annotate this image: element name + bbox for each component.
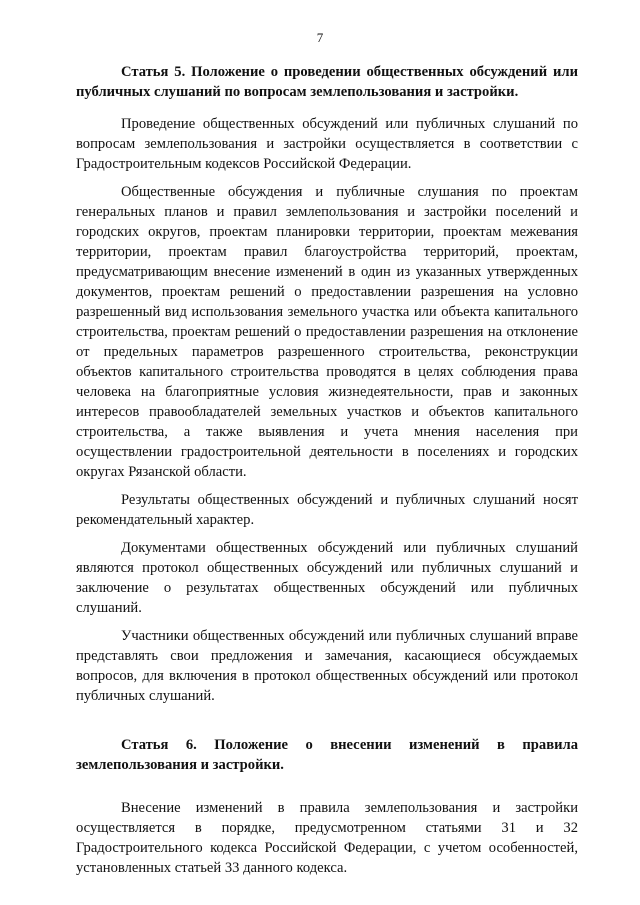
article-5-heading: Статья 5. Положение о проведении общественных обсуждений или публичных слушаний по вопросам землепользования и застройки.: [76, 64, 578, 100]
article-5-paragraph-5: Участники общественных обсуждений или публичных слушаний вправе представлять свои предложения и замечания, касающиеся обсуждаемых вопросов, для включения в протокол общественных обсуждений или протокол публичных слушаний.: [76, 628, 578, 704]
page-number: 7: [316, 30, 324, 45]
article-5-paragraph-1: Проведение общественных обсуждений или публичных слушаний по вопросам землепользования и застройки осуществляется в соответствии с Градостроительным кодексов Российской Федерации.: [76, 116, 578, 172]
article-5-paragraph-2: Общественные обсуждения и публичные слушания по проектам генеральных планов и правил землепользования и застройки поселений и городских округов, проектам планировки территории, проектам межевания территории, проектам правил благоустройства территорий, проектам, предусматривающим внесение изменений в один из указанных утвержденных документов, проектам решений о предоставлении разрешения на условно разрешенный вид использования земельного участка или объекта капитального строительства, проектам решений о предоставлении разрешения на отклонение от предельных параметров разрешенного строительства, реконструкции объектов капитального строительства проводятся в целях соблюдения права человека на благоприятные условия жизнедеятельности, прав и законных интересов правообладателей земельных участков и объектов капитального строительства, а также выявления и учета мнения населения при осуществлении градостроительной деятельности в поселениях и городских округах Рязанской области.: [76, 184, 578, 480]
article-5-paragraph-4: Документами общественных обсуждений или публичных слушаний являются протокол общественных обсуждений или публичных слушаний и заключение о результатах общественных обсуждений или публичных слушаний.: [76, 540, 578, 616]
article-5-paragraph-3: Результаты общественных обсуждений и публичных слушаний носят рекомендательный характер.: [76, 492, 578, 528]
article-6-heading: Статья 6. Положение о внесении изменений в правила землепользования и застройки.: [76, 737, 578, 773]
article-6-paragraph-1: Внесение изменений в правила землепользования и застройки осуществляется в порядке, предусмотренном статьями 31 и 32 Градостроительного кодекса Российской Федерации, с учетом особенностей, установленных статьей 33 данного кодекса.: [76, 800, 578, 876]
document-body: [76, 62, 578, 878]
